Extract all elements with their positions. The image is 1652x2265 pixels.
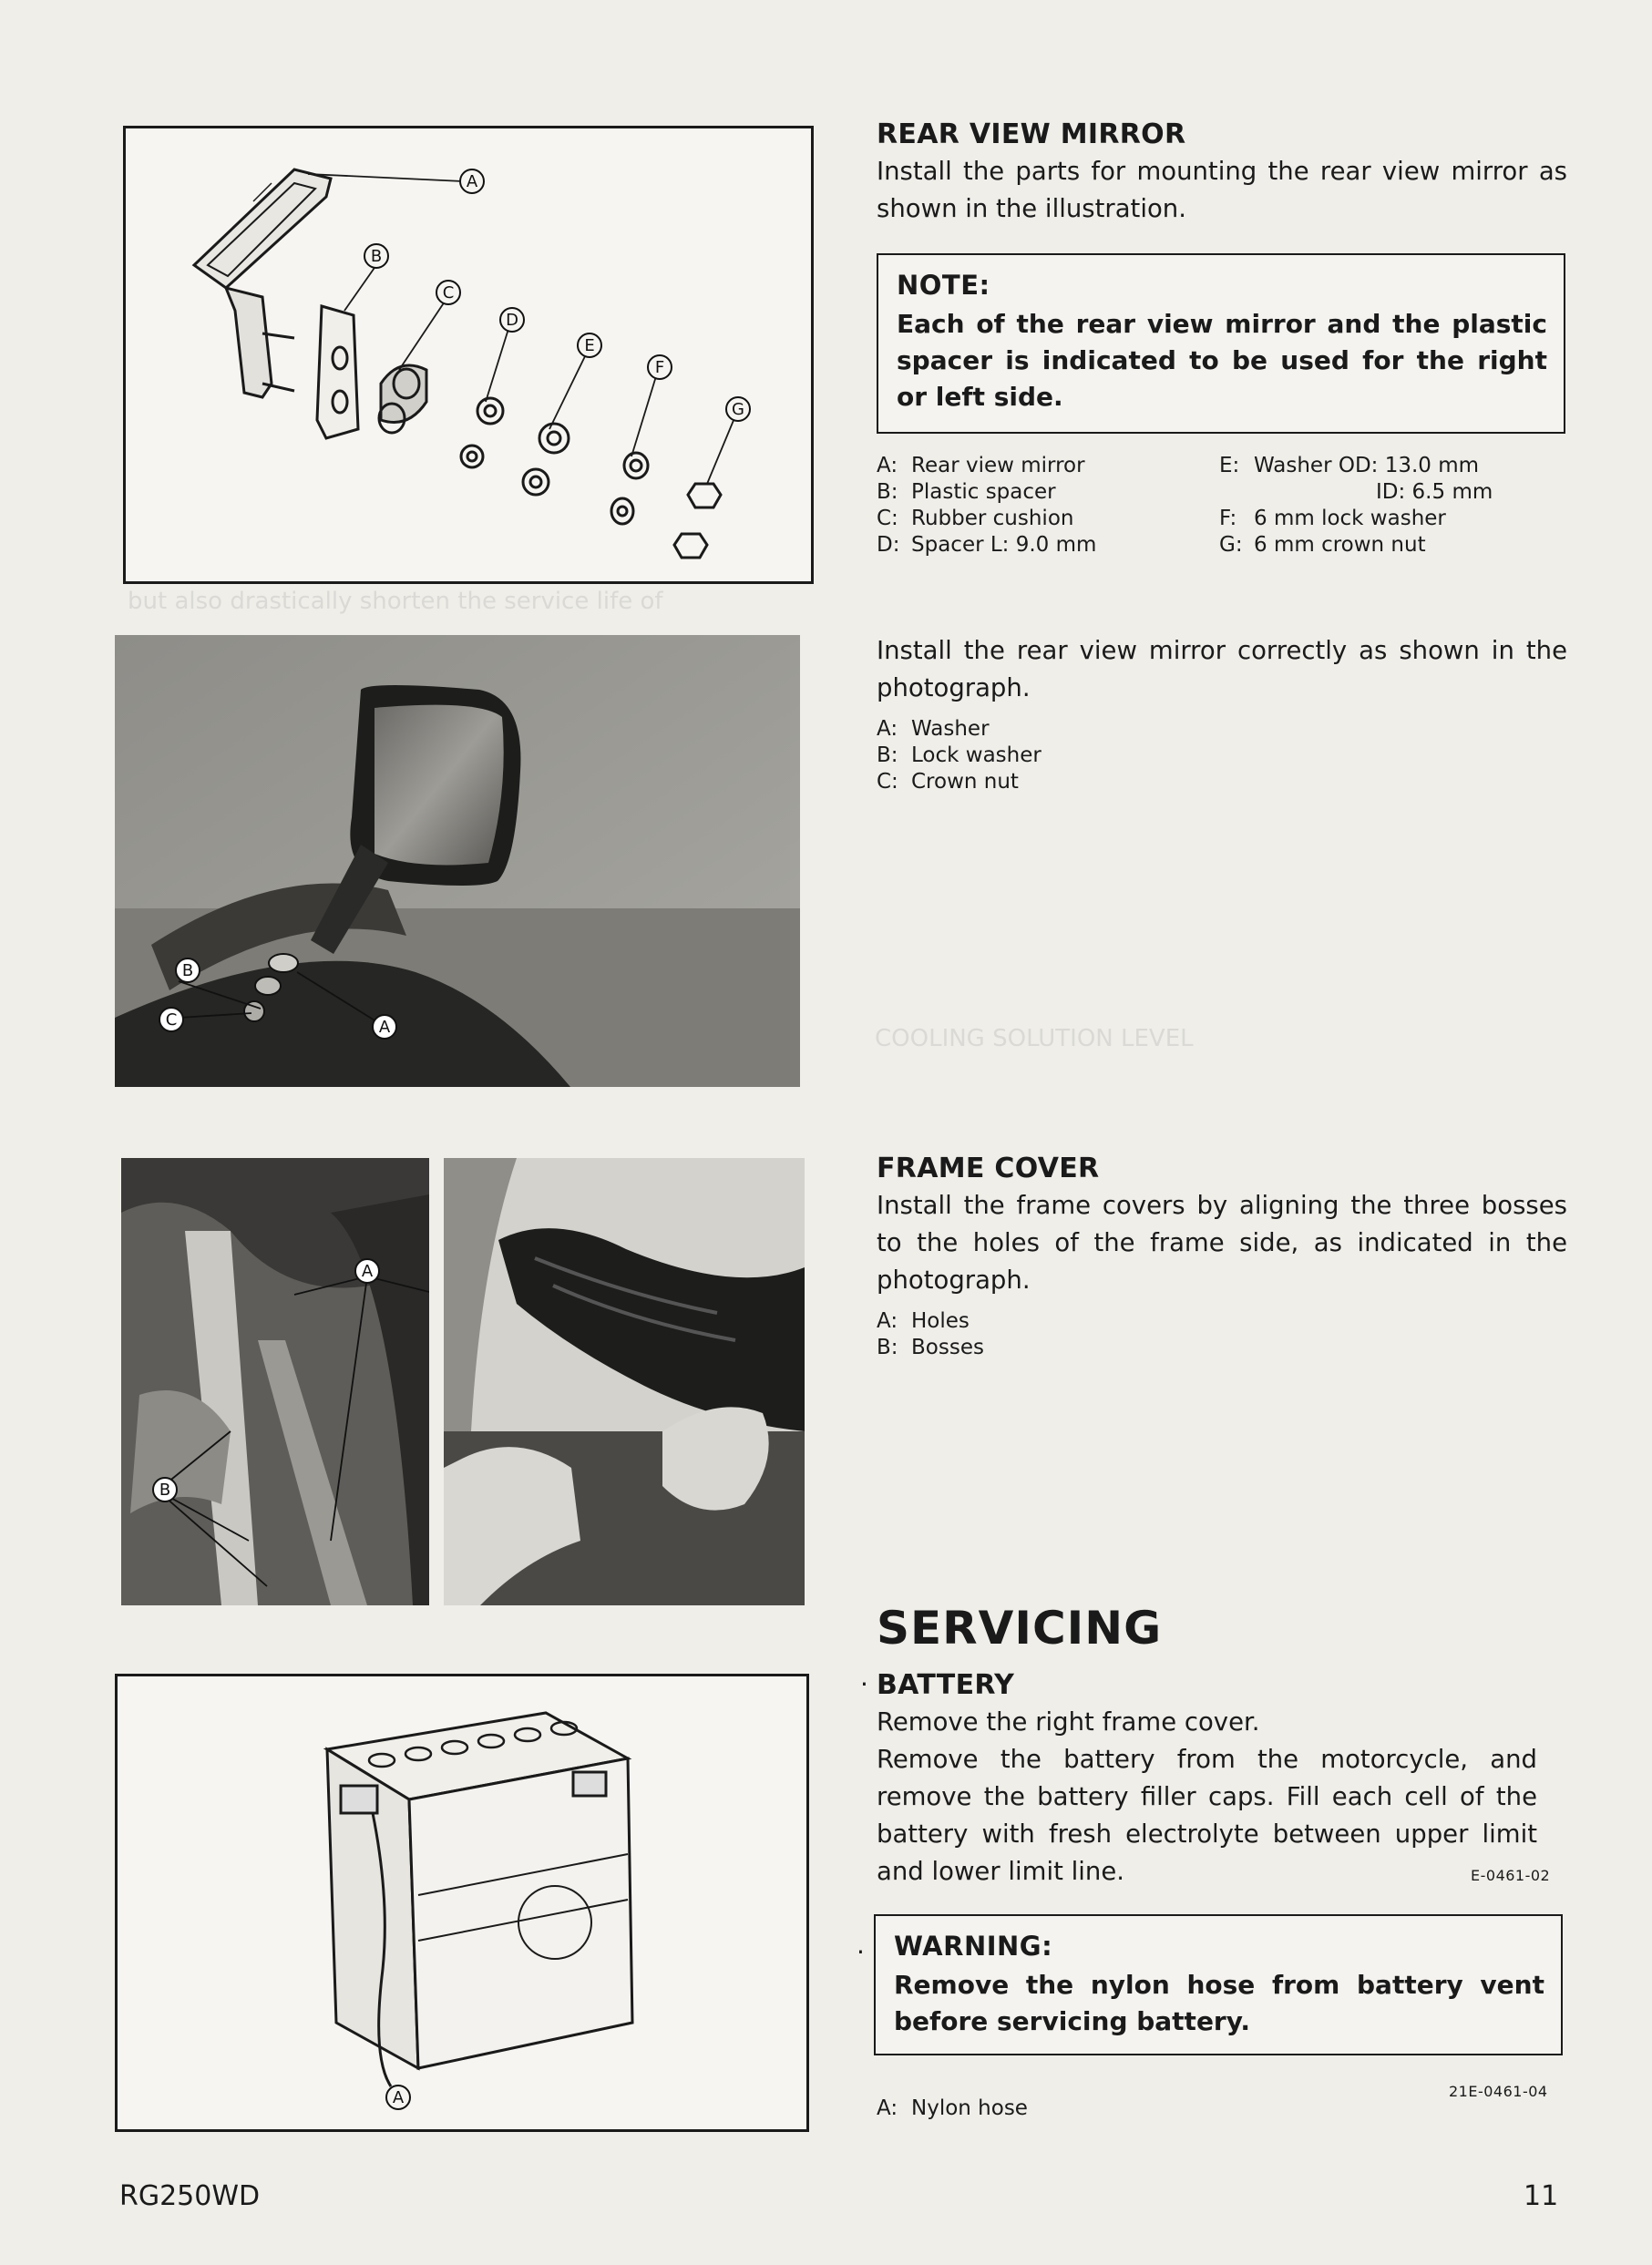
- legend-key: D:: [877, 533, 900, 557]
- callout-f: F: [654, 358, 665, 377]
- note-text: Each of the rear view mirror and the plastic spacer is indicated to be used for the right or left side.: [897, 309, 1547, 412]
- legend-key: A:: [877, 2096, 898, 2120]
- legend-text: 6 mm crown nut: [1254, 533, 1426, 557]
- legend-item: [1219, 453, 1565, 479]
- legend-key: C:: [877, 507, 898, 530]
- callout-b: B: [370, 247, 383, 266]
- show-through-text: but also drastically shorten the service life of: [128, 588, 663, 615]
- callout-d: D: [506, 311, 518, 330]
- bullet-marker: ·: [857, 1937, 865, 1967]
- legend-item: [1219, 506, 1565, 532]
- callout-a: A: [361, 1262, 374, 1281]
- battery-drawing: [118, 1676, 806, 2129]
- legend-item: [1219, 532, 1565, 559]
- legend-text: Washer OD: 13.0 mm: [1254, 454, 1480, 477]
- legend-item: [877, 2096, 1567, 2122]
- legend-item: [877, 532, 1223, 559]
- legend-text: Rear view mirror: [911, 454, 1085, 477]
- callout-b: B: [181, 961, 194, 980]
- rear-view-mirror-intro: Install the parts for mounting the rear view mirror as shown in the illustration.: [877, 157, 1567, 223]
- reference-code: 21E-0461-04: [1449, 2083, 1548, 2100]
- footer-model: RG250WD: [119, 2180, 261, 2212]
- reference-code: E-0461-02: [1471, 1867, 1551, 1884]
- legend-item: [877, 769, 1567, 795]
- mirror-parts-legend-right: [1219, 453, 1565, 559]
- callout-g: G: [732, 400, 744, 419]
- frame-cover-section: [877, 1151, 1567, 1361]
- servicing-section: [877, 1602, 1567, 1655]
- battery-step-1: Remove the right frame cover.: [877, 1707, 1260, 1737]
- show-through-text: COOLING SOLUTION LEVEL: [875, 1025, 1194, 1052]
- page-number: 11: [1524, 2180, 1559, 2212]
- legend-item: [877, 716, 1567, 743]
- legend-key: B:: [877, 743, 898, 767]
- section-heading-rear-view-mirror: REAR VIEW MIRROR: [877, 118, 1186, 150]
- legend-item: [877, 506, 1223, 532]
- legend-key: G:: [1219, 533, 1243, 557]
- frame-side-photo: [121, 1158, 429, 1605]
- mirror-parts-legend-left: [877, 453, 1223, 559]
- legend-key: A:: [877, 717, 898, 741]
- callout-c: C: [442, 283, 455, 302]
- legend-key: A:: [877, 1309, 898, 1333]
- legend-text: Nylon hose: [911, 2096, 1028, 2120]
- legend-item: [877, 1308, 1567, 1335]
- bullet-marker: ·: [860, 1669, 868, 1699]
- mirror-install-text: Install the rear view mirror correctly as shown in the photograph.: [877, 636, 1567, 702]
- callout-a: A: [378, 1018, 391, 1037]
- warning-box: [874, 1914, 1563, 2055]
- callout-a: A: [466, 172, 478, 191]
- legend-item: [1219, 479, 1565, 506]
- legend-key: [1219, 479, 1254, 506]
- mirror-photo-illustration: [115, 635, 800, 1087]
- mirror-exploded-drawing: [126, 128, 811, 581]
- callout-a: A: [392, 2088, 405, 2107]
- legend-text: Holes: [911, 1309, 970, 1333]
- battery-section: [877, 1667, 1567, 1891]
- legend-key: E:: [1219, 454, 1240, 477]
- frame-cover-photo: [444, 1158, 805, 1605]
- battery-illustration: [115, 1674, 809, 2132]
- callout-e: E: [584, 336, 595, 355]
- warning-text: Remove the nylon hose from battery vent before servicing battery.: [894, 1970, 1544, 2036]
- legend-item: [877, 479, 1223, 506]
- legend-key: C:: [877, 770, 898, 794]
- mirror-installation-photo: [115, 635, 800, 1087]
- legend-text: Spacer L: 9.0 mm: [911, 533, 1097, 557]
- mirror-install-section: [877, 632, 1567, 795]
- legend-item: [877, 453, 1223, 479]
- legend-text: Bosses: [911, 1336, 984, 1359]
- legend-text: ID: 6.5 mm: [1376, 480, 1493, 504]
- section-heading-battery: BATTERY: [877, 1669, 1015, 1701]
- mirror-parts-illustration: [123, 126, 814, 584]
- legend-key: B:: [877, 1336, 898, 1359]
- legend-text: Rubber cushion: [911, 507, 1074, 530]
- legend-key: F:: [1219, 507, 1237, 530]
- callout-b: B: [159, 1481, 171, 1500]
- rear-view-mirror-section: [877, 117, 1567, 228]
- battery-legend: [877, 2096, 1567, 2122]
- callout-c: C: [165, 1010, 178, 1030]
- frame-cover-text: Install the frame covers by aligning the three bosses to the holes of the frame side, as indicated in the photograph.: [877, 1191, 1567, 1295]
- battery-step-2: Remove the battery from the motorcycle, and remove the battery filler caps. Fill each cell of the battery with fresh electrolyte between upper limit and lower limit line.: [877, 1745, 1537, 1886]
- legend-text: Washer: [911, 717, 990, 741]
- frame-cover-illustration: [444, 1158, 805, 1605]
- legend-text: Crown nut: [911, 770, 1019, 794]
- section-heading-frame-cover: FRAME COVER: [877, 1153, 1100, 1184]
- servicing-heading: SERVICING: [877, 1602, 1163, 1655]
- legend-text: Plastic spacer: [911, 480, 1056, 504]
- legend-key: A:: [877, 454, 898, 477]
- note-title: NOTE:: [897, 270, 990, 301]
- warning-title: WARNING:: [894, 1931, 1053, 1962]
- legend-text: Lock washer: [911, 743, 1041, 767]
- note-box: [877, 253, 1565, 434]
- legend-item: [877, 1335, 1567, 1361]
- legend-text: 6 mm lock washer: [1254, 507, 1446, 530]
- frame-side-illustration: [121, 1158, 429, 1605]
- legend-item: [877, 743, 1567, 769]
- legend-key: B:: [877, 480, 898, 504]
